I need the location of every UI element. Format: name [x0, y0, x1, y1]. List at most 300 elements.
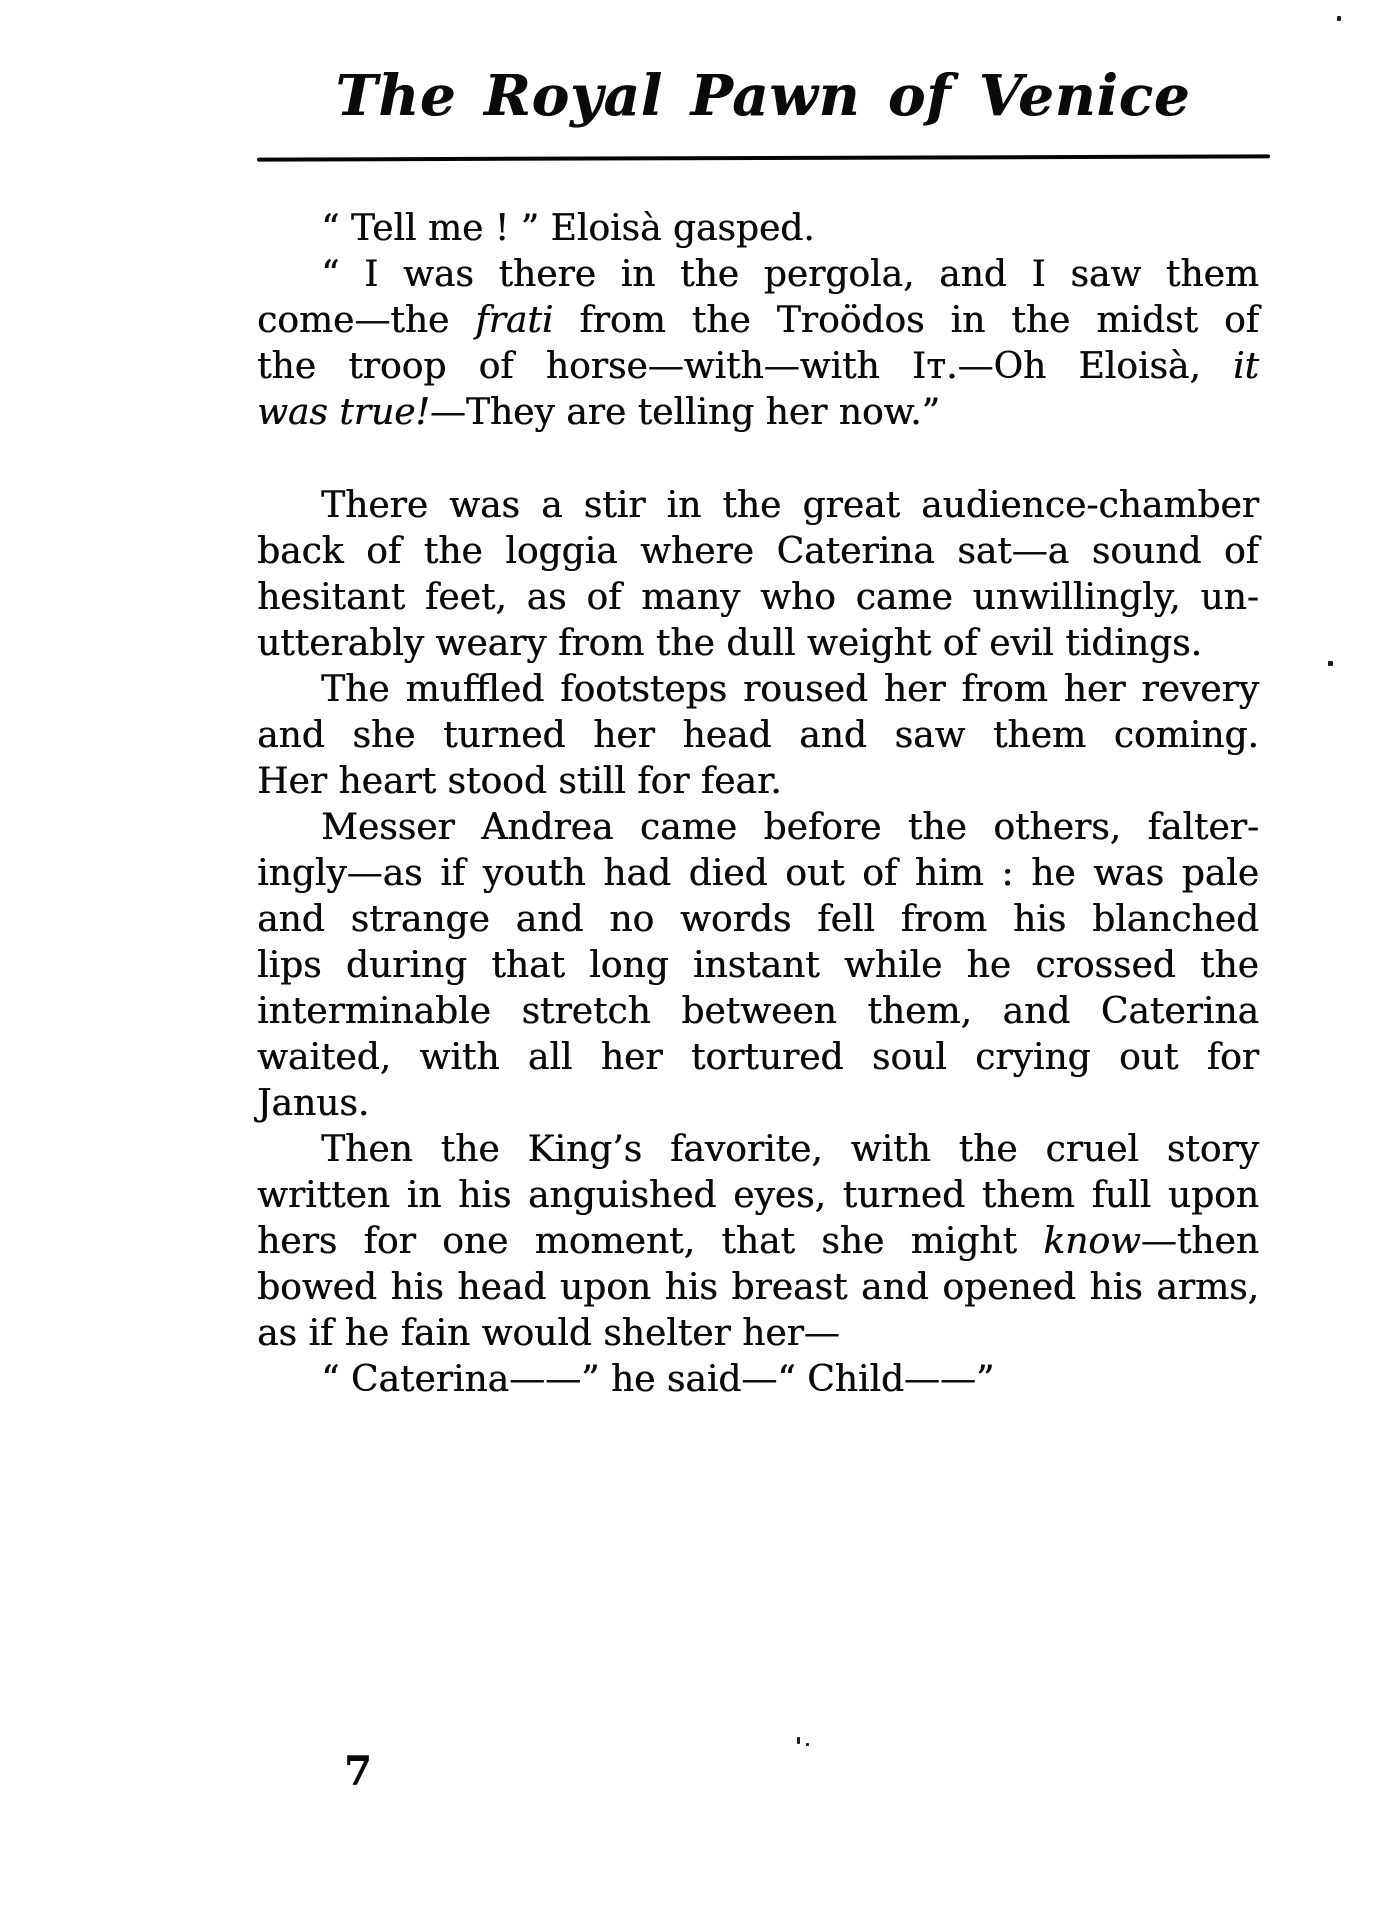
text: ingly—as [257, 853, 423, 894]
word [560, 1265, 651, 1311]
word [763, 805, 881, 851]
word [528, 1035, 573, 1081]
text: she [821, 1221, 885, 1262]
text: during [345, 945, 468, 986]
text-line [257, 344, 1259, 390]
word [321, 483, 428, 529]
text: pale [1181, 853, 1259, 894]
word [666, 483, 701, 529]
word [257, 529, 343, 575]
word [483, 851, 586, 897]
text: troop [348, 346, 447, 387]
word [942, 1265, 1076, 1311]
text: if [440, 853, 466, 894]
word [321, 252, 339, 298]
text: him [914, 853, 984, 894]
text: all [527, 1037, 573, 1078]
word [1182, 851, 1259, 897]
text-line [257, 529, 1259, 575]
text: words [680, 899, 792, 940]
word [1148, 805, 1259, 851]
word [939, 252, 1007, 298]
text: tortured [690, 1037, 844, 1078]
text: un- [1200, 577, 1259, 618]
word [491, 943, 565, 989]
text: while [843, 945, 943, 986]
text: long [589, 945, 669, 986]
text: feet, [424, 577, 507, 618]
paragraph [257, 805, 1259, 1127]
text: one [442, 1221, 509, 1262]
word [257, 1035, 391, 1081]
word [884, 667, 946, 713]
text: them [992, 715, 1087, 756]
word [257, 989, 491, 1035]
text: in [406, 1175, 442, 1216]
text: where [640, 531, 754, 572]
text: favorite, [669, 1129, 823, 1170]
word [681, 989, 836, 1035]
text: his [458, 1175, 512, 1216]
word [973, 575, 1181, 621]
word [764, 252, 915, 298]
text: as [526, 577, 567, 618]
text: for [363, 1221, 416, 1262]
word [521, 989, 650, 1035]
text: a [541, 485, 563, 526]
text: head [682, 715, 772, 756]
text: the [1199, 945, 1259, 986]
text-line [257, 897, 1259, 943]
word [1064, 667, 1126, 713]
word [348, 344, 446, 390]
text: breast [731, 1267, 848, 1308]
word [861, 1265, 929, 1311]
text: the [722, 485, 782, 526]
italic-text: know [1043, 1221, 1141, 1262]
text: horse—with—with [545, 346, 880, 387]
word [457, 1265, 546, 1311]
text: crossed [1035, 945, 1176, 986]
word [257, 943, 322, 989]
word [959, 1127, 1018, 1173]
word [760, 575, 836, 621]
paragraph [257, 483, 1259, 667]
text: that [491, 945, 565, 986]
text: footsteps [560, 669, 728, 710]
text: muffled [405, 669, 545, 710]
text: was [449, 485, 520, 526]
text: anguished [527, 1175, 717, 1216]
text-line [257, 989, 1259, 1035]
word [982, 1173, 1075, 1219]
text: and [860, 1267, 929, 1308]
word [601, 1035, 663, 1081]
text: them, [867, 991, 972, 1032]
text: the [680, 254, 739, 295]
text: for [1206, 1037, 1259, 1078]
word [603, 851, 671, 897]
text: There [321, 485, 429, 526]
text: the [257, 346, 316, 387]
word [584, 483, 646, 529]
text: stretch [521, 991, 651, 1032]
text: the [440, 1129, 500, 1170]
text-line [257, 621, 1259, 667]
text: between [681, 991, 837, 1032]
text: moment, [534, 1221, 695, 1262]
text: the [1011, 300, 1071, 341]
text: “ Tell me ! ” Eloisà gasped. [321, 208, 815, 249]
text: come—the [257, 300, 450, 341]
word [777, 298, 925, 344]
text-line [257, 1311, 1259, 1357]
text: midst [1096, 300, 1198, 341]
text: “ Caterina——” he said—“ Child——” [321, 1359, 995, 1400]
word [391, 1265, 444, 1311]
word [441, 1127, 500, 1173]
paragraph [257, 252, 1259, 436]
text: lips [257, 945, 322, 986]
word [541, 483, 562, 529]
word [1141, 667, 1259, 713]
word [440, 851, 465, 897]
text: died [688, 853, 768, 894]
text: crying [975, 1037, 1091, 1078]
text: and [1002, 991, 1071, 1032]
text: and [515, 899, 584, 940]
word [1233, 344, 1259, 390]
word [670, 1127, 823, 1173]
word [799, 713, 867, 759]
text: : [1001, 853, 1014, 894]
text: I [364, 254, 379, 295]
ink-speck [1328, 661, 1333, 666]
text-line [257, 943, 1259, 989]
page-title: The Royal Pawn of Venice [335, 63, 1191, 129]
text: Troödos [776, 300, 925, 341]
italic-text: frati [475, 300, 554, 341]
word [843, 1173, 965, 1219]
word [967, 943, 1012, 989]
ink-speck [806, 1743, 809, 1746]
word [407, 1173, 442, 1219]
word [475, 298, 553, 344]
text: turned [443, 715, 566, 756]
word [516, 897, 584, 943]
italic-text: it [1233, 346, 1259, 387]
word [1011, 298, 1070, 344]
word [1156, 1265, 1259, 1311]
word [912, 344, 1046, 390]
text: had [603, 853, 671, 894]
text-line [257, 1265, 1259, 1311]
word [785, 851, 844, 897]
word [481, 805, 613, 851]
text: the [907, 807, 967, 848]
word [915, 851, 984, 897]
text-line [257, 1219, 1259, 1265]
text: the [691, 300, 751, 341]
text: written [257, 1175, 390, 1216]
word [321, 805, 455, 851]
text: in [950, 300, 986, 341]
text: “ [321, 254, 340, 295]
word [1200, 575, 1259, 621]
text: great [802, 485, 900, 526]
ink-speck [797, 1737, 800, 1744]
word [867, 989, 972, 1035]
word [257, 1265, 377, 1311]
word [1001, 851, 1013, 897]
word [579, 298, 665, 344]
text: and [257, 899, 325, 940]
word [321, 667, 390, 713]
word [1035, 943, 1175, 989]
text: falter- [1147, 807, 1259, 848]
word [1070, 252, 1141, 298]
text: out [785, 853, 845, 894]
text: from [961, 669, 1048, 710]
text: in [620, 254, 656, 295]
text: might [910, 1221, 1017, 1262]
word [895, 713, 966, 759]
text: roused [742, 669, 868, 710]
text-line [257, 667, 1259, 713]
text-line [257, 575, 1259, 621]
word [911, 1219, 1017, 1265]
text: opened [942, 1267, 1076, 1308]
word [993, 713, 1086, 759]
text: saw [894, 715, 966, 756]
word [257, 298, 449, 344]
word [479, 344, 514, 390]
word [691, 1035, 844, 1081]
text: loggia [505, 531, 618, 572]
text-line [257, 252, 1259, 298]
word [665, 1265, 718, 1311]
text: utterably weary from the dull weight of evil tidings. [257, 623, 1202, 664]
word [346, 943, 467, 989]
word [682, 713, 771, 759]
word [1089, 1265, 1142, 1311]
text: Iᴛ.—Oh [911, 346, 1047, 387]
text: Then [321, 1129, 413, 1170]
text: her [1063, 669, 1126, 710]
paragraph [257, 667, 1259, 805]
word [257, 1219, 337, 1265]
word [957, 529, 1069, 575]
text: unwillingly, [972, 577, 1181, 618]
word [505, 529, 617, 575]
word [680, 897, 791, 943]
word [1168, 1173, 1259, 1219]
text [328, 392, 339, 433]
text: was [403, 254, 474, 295]
text: many [641, 577, 741, 618]
text: The [321, 669, 390, 710]
word [1096, 298, 1198, 344]
word [975, 1035, 1090, 1081]
text: King’s [527, 1129, 643, 1170]
text: as if he fain would shelter her— [257, 1313, 840, 1354]
title-rule-divider [257, 154, 1270, 161]
word [1045, 1127, 1138, 1173]
word [817, 897, 875, 943]
text: the [423, 531, 483, 572]
word [586, 575, 621, 621]
word [1002, 989, 1070, 1035]
page-number: 7 [344, 1748, 372, 1795]
text: strange [350, 899, 490, 940]
word [693, 943, 820, 989]
text: interminable [257, 991, 491, 1032]
word [424, 529, 483, 575]
text: of [1223, 300, 1259, 341]
word [802, 483, 900, 529]
text: sound [1091, 531, 1202, 572]
running-head [257, 60, 1269, 132]
word [405, 667, 544, 713]
word [257, 575, 405, 621]
text: sat—a [957, 531, 1070, 572]
word [721, 1219, 795, 1265]
word [257, 344, 316, 390]
word [993, 805, 1121, 851]
word [442, 1219, 508, 1265]
word [1092, 1173, 1152, 1219]
word [1200, 943, 1259, 989]
text: soul [871, 1037, 947, 1078]
text: and [257, 715, 325, 756]
text: Caterina [1100, 991, 1259, 1032]
text: of [366, 531, 402, 572]
italic-text: was [257, 392, 328, 433]
word [722, 483, 781, 529]
word [733, 1173, 826, 1219]
text-line [257, 1173, 1259, 1219]
word [1101, 989, 1259, 1035]
text: his [1089, 1267, 1143, 1308]
text-line [257, 1035, 1259, 1081]
text: Janus. [257, 1083, 370, 1124]
text: head [457, 1267, 547, 1308]
word [921, 483, 1259, 529]
word [593, 713, 655, 759]
word [641, 575, 740, 621]
text: arms, [1156, 1267, 1259, 1308]
text: in [666, 485, 702, 526]
word [449, 483, 520, 529]
word [364, 1219, 416, 1265]
text-line [257, 206, 1259, 252]
text: back [257, 531, 344, 572]
word [640, 529, 754, 575]
word [901, 897, 987, 943]
text-line [257, 1081, 1259, 1127]
word [1166, 252, 1259, 298]
word [844, 943, 942, 989]
word [257, 851, 423, 897]
text: and [799, 715, 867, 756]
text: revery [1141, 669, 1259, 710]
text: others, [993, 807, 1122, 848]
word [560, 667, 727, 713]
text: before [763, 807, 882, 848]
text: Her heart stood still for fear. [257, 761, 782, 802]
word [257, 1173, 390, 1219]
text: bowed [257, 1267, 377, 1308]
word [777, 529, 935, 575]
word [1114, 713, 1259, 759]
word [851, 1127, 931, 1173]
text-line [257, 1357, 1259, 1403]
text: from [900, 899, 988, 940]
word [527, 575, 567, 621]
text: them [981, 1175, 1075, 1216]
text: he [966, 945, 1012, 986]
word [1207, 1035, 1259, 1081]
word [257, 897, 325, 943]
word [528, 1173, 716, 1219]
word [458, 1173, 511, 1219]
text: turned [842, 1175, 966, 1216]
word [1224, 529, 1259, 575]
text: them [1165, 254, 1259, 295]
text: who [760, 577, 836, 618]
paragraph [257, 1127, 1259, 1357]
word [1031, 851, 1076, 897]
word [872, 1035, 947, 1081]
word [352, 713, 415, 759]
word [528, 1127, 643, 1173]
text: his [390, 1267, 444, 1308]
word [351, 897, 490, 943]
text-line [257, 851, 1259, 897]
text: of [862, 853, 898, 894]
word [961, 667, 1047, 713]
ink-speck [1337, 16, 1341, 21]
text-line [257, 713, 1259, 759]
text: there [498, 254, 596, 295]
text: the [958, 1129, 1018, 1170]
text: came [855, 577, 953, 618]
text: saw [1070, 254, 1142, 295]
text: his [1012, 899, 1067, 940]
word [1013, 897, 1066, 943]
text-block [257, 206, 1259, 1403]
text: blanched [1092, 899, 1259, 940]
word [609, 897, 654, 943]
word [640, 805, 737, 851]
text: Caterina [776, 531, 935, 572]
text: from [579, 300, 666, 341]
italic-text: true! [339, 392, 430, 433]
text: of [478, 346, 514, 387]
word [366, 529, 401, 575]
word [364, 252, 378, 298]
word [689, 851, 768, 897]
word [443, 713, 565, 759]
text: her [600, 1037, 663, 1078]
text: stir [583, 485, 646, 526]
text: was [1093, 853, 1165, 894]
word [951, 298, 986, 344]
word [1119, 1035, 1178, 1081]
word [546, 344, 880, 390]
text: I [1031, 254, 1046, 295]
text: audience-chamber [921, 485, 1259, 526]
